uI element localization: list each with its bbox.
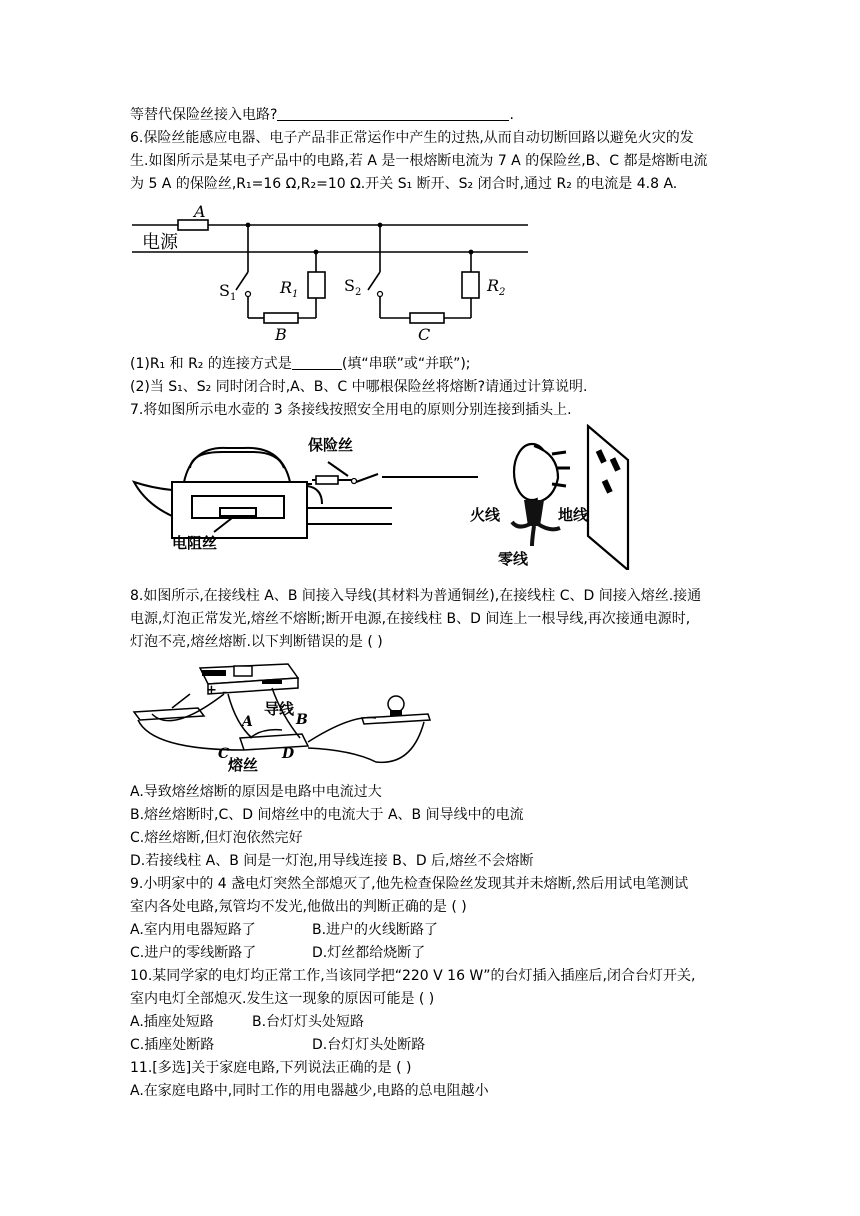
wire-label: 导线 xyxy=(264,700,295,718)
fuse-a-label: A xyxy=(194,202,206,221)
q11-option-a: A.在家庭电路中,同时工作的用电器越少,电路的总电阻越小 xyxy=(130,1083,489,1099)
q8-option-a: A.导致熔丝熔断的原因是电路中电流过大 xyxy=(130,784,382,800)
s2-label: $S_2$ xyxy=(344,276,362,298)
answer-blank xyxy=(277,106,509,121)
q10-line-2: 室内电灯全部熄灭.发生这一现象的原因可能是 ( ) xyxy=(130,991,435,1007)
fuse-label: 保险丝 xyxy=(308,436,354,454)
minus-terminal-label: - xyxy=(222,685,228,700)
q8-circuit-figure xyxy=(132,654,432,776)
live-wire-label: 火线 xyxy=(470,506,501,524)
q9-line-2: 室内各处电路,氖管均不发光,他做出的判断正确的是 ( ) xyxy=(130,899,467,915)
terminal-a-label: A xyxy=(242,714,253,730)
q10-options-cd: C.插座处断路 D.台灯灯头处断路 xyxy=(130,1037,426,1053)
q7-plug-socket-figure xyxy=(466,424,646,570)
s1-label: $S_1$ xyxy=(219,281,237,303)
fuse-wire-label: 熔丝 xyxy=(228,756,259,774)
q8-line-2: 电源,灯泡正常发光,熔丝不熔断;断开电源,在接线柱 B、D 间连上一根导线,再次接通电源时, xyxy=(130,611,691,627)
q10-line-1: 10.某同学家的电灯均正常工作,当该同学把“220 V 16 W”的台灯插入插座后,闭合台灯开关, xyxy=(130,968,696,984)
q6-line-1: 6.保险丝能感应电器、电子产品非正常运作中产生的过热,从而自动切断回路以避免火灾的发 xyxy=(130,130,694,146)
fuse-b-label: B xyxy=(275,325,287,344)
q8-option-c: C.熔丝熔断,但灯泡依然完好 xyxy=(130,830,303,846)
q6-line-2: 生.如图所示是某电子产品中的电路,若 A 是一根熔断电流为 7 A 的保险丝,B、C 都是熔断电流 xyxy=(130,153,708,169)
q9-options-ab: A.室内用电器短路了 B.进户的火线断路了 xyxy=(130,922,439,938)
q6-sub-2: (2)当 S₁、S₂ 同时闭合时,A、B、C 中哪根保险丝将熔断?请通过计算说明. xyxy=(130,379,588,395)
q8-option-b: B.熔丝熔断时,C、D 间熔丝中的电流大于 A、B 间导线中的电流 xyxy=(130,807,524,823)
ground-wire-label: 地线 xyxy=(558,506,589,524)
q8-line-3: 灯泡不亮,熔丝熔断.以下判断错误的是 ( ) xyxy=(130,634,383,650)
terminal-d-label: D xyxy=(282,746,295,762)
q8-line-1: 8.如图所示,在接线柱 A、B 间接入导线(其材料为普通铜丝),在接线柱 C、D 间接入熔丝.接通 xyxy=(130,588,702,604)
q10-options-ab: A.插座处短路 B.台灯灯头处短路 xyxy=(130,1014,365,1030)
r1-label: $R_1$ xyxy=(280,278,299,300)
power-label: 电源 xyxy=(142,232,178,253)
terminal-b-label: B xyxy=(296,712,308,728)
q8-option-d: D.若接线柱 A、B 间是一灯泡,用导线连接 B、D 后,熔丝不会熔断 xyxy=(130,853,534,869)
resistor-wire-label: 电阻丝 xyxy=(172,534,218,552)
plus-terminal-label: + xyxy=(206,683,217,698)
answer-blank xyxy=(292,355,342,370)
q6-line-3: 为 5 A 的保险丝,R₁=16 Ω,R₂=10 Ω.开关 S₁ 断开、S₂ 闭合时,通过 R₂ 的电流是 4.8 A. xyxy=(130,176,678,192)
q6-circuit-figure xyxy=(132,200,532,350)
r2-label: $R_2$ xyxy=(487,276,506,298)
q9-line-1: 9.小明家中的 4 盏电灯突然全部熄灭了,他先检查保险丝发现其并未熔断,然后用试电笔测试 xyxy=(130,876,689,892)
q11-line-1: 11.[多选]关于家庭电路,下列说法正确的是 ( ) xyxy=(130,1060,412,1076)
q7-text: 7.将如图所示电水壶的 3 条接线按照安全用电的原则分别连接到插头上. xyxy=(130,402,572,418)
q6-sub-1: (1)R₁ 和 R₂ 的连接方式是 (填“串联”或“并联”); xyxy=(130,356,471,372)
terminal-c-label: C xyxy=(218,746,230,762)
fuse-c-label: C xyxy=(418,325,431,344)
q7-kettle-figure xyxy=(132,424,392,552)
neutral-wire-label: 零线 xyxy=(498,550,529,568)
q9-options-cd: C.进户的零线断路了 D.灯丝都给烧断了 xyxy=(130,945,426,961)
q5-tail: 等替代保险丝接入电路? . xyxy=(130,107,514,123)
